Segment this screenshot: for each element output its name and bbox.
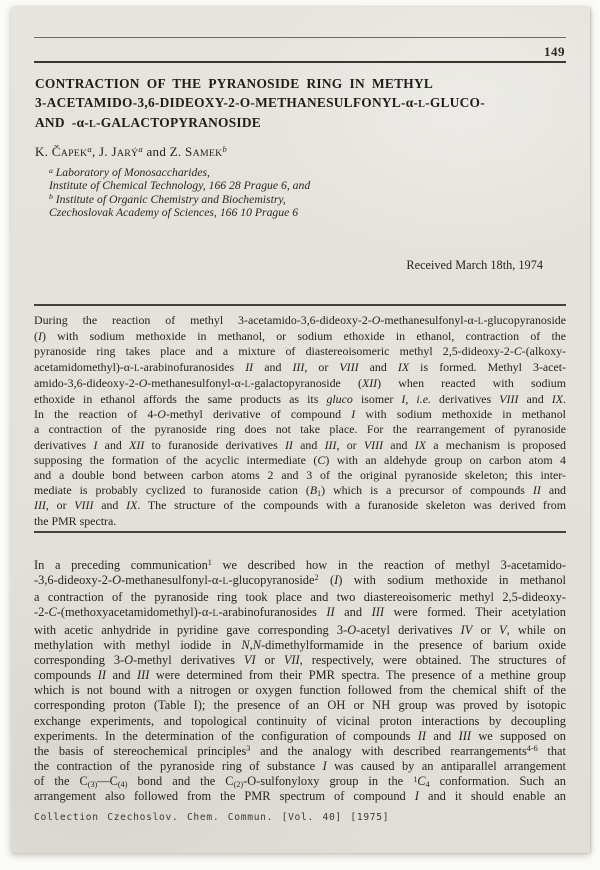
top-thin-rule xyxy=(34,37,566,38)
page-number: 149 xyxy=(544,44,565,59)
page-content xyxy=(34,7,566,853)
affiliation-block: $^a$ Laboratory of Monosaccharides, Institute of Chemical Technology, 166 28 Prague 6, and $^b$ Institute of Organic Chemistry and Biochemistry, Czechoslovak Academy of Sciences, 166 10 Prague 6 xyxy=(49,165,311,220)
paper-sheet xyxy=(11,7,590,853)
body-paragraph: In a preceding communication$^1$ we described how in the reaction of methyl 3-acetamido- -3,6-dideoxy-2-O-methanesulfonyl-α-L-glucopyranoside$^2$ (I) with sodium methoxide in methanol a contraction of the pyranoside ring took place and two diastereoisomeric methyl 2,5-dideoxy- -2-C-(methoxyacetamidomethyl)-α-L-arabinofuranosides II and III were formed. Their acetylation with acetic anhydride in pyridine gave corresponding 3-O-acetyl derivatives IV or V, while on methylation with methyl iodide in N,N-dimethylformamide in the presence of barium oxide corresponding 3-O-methyl derivatives VI or VII, respectively, were obtained. The structures of compounds II and III were determined from their PMR spectra. The presence of a methine group which is not bound with a nitrogen or oxygen function followed from the chemical shift of the corresponding proton (Table I); the presence of an OH or NH group was proved by isotopic exchange experiments, and topological continuity of vicinal proton interactions by decoupling experiments. In the determination of the configuration of compounds II and III we supposed on the basis of stereochemical principles$^3$ and the analogy with described rearrangements$^{4-6}$ that the contraction of the pyranoside ring of substance I was caused by an antiparallel arrangement of the $C_{(3)}—C_{(4)}$ bond and the $C_{(2)}-O$-sulfonyloxy group in the $^1C_4$ conformation. Such an arrangement also followed from the PMR spectrum of compound I and it should enable an xyxy=(34,558,566,804)
journal-footer-line: Collection Czechoslov. Chem. Commun. [Vol. 40] [1975] xyxy=(34,812,390,823)
abstract-text: During the reaction of methyl 3-acetamido-3,6-dideoxy-2-O-methanesulfonyl-α-L-glucopyranoside (I) with sodium methoxide in methanol, or sodium ethoxide in ethanol, contraction of the pyranoside ring takes place and a mixture of diastereoisomeric methyl 2,5-dideoxy-2-C-(alkoxy- acetamidomethyl)-α-L-arabinofuranosides II and III, or VIII and IX is formed. Methyl 3-acet- amido-3,6-dideoxy-2-O-methanesulfonyl-α-L-galactopyranoside (XII) when reacted with sodium ethoxide in ethanol affords the same products as its gluco isomer I, i.e. derivatives VIII and IX. In the reaction of 4-O-methyl derivative of compound I with sodium methoxide in methanol a contraction of the pyranoside ring does not take place. For the rearrangement of pyranoside derivatives I and XII to furanoside derivatives II and III, or VIII and IX a mechanism is proposed supposing the formation of the acyclic intermediate (C) with an aldehyde group on carbon atom 4 and a double bond between carbon atoms 2 and 3 of the original pyranoside skeleton; this inter- mediate is probably cyclized to furanoside cation $(B_1)$ which is a precursor of compounds II and III, or VIII and IX. The structure of the compounds with a furanoside skeleton was derived from the PMR spectra. xyxy=(34,313,567,528)
abstract-top-rule xyxy=(34,304,566,306)
received-date: Received March 18th, 1974 xyxy=(406,258,543,272)
authors-line: K. ČAPEK$^a$, J. JARÝ$^a$ and Z. SAMEK$^b$ xyxy=(35,144,228,159)
abstract-bottom-rule xyxy=(34,531,566,533)
top-thick-rule xyxy=(34,61,566,63)
article-title: CONTRACTION OF THE PYRANOSIDE RING IN METHYL 3-ACETAMIDO-3,6-DIDEOXY-2-O-METHANESULFONYL-α-L-GLUCO- AND -α-L-GALACTOPYRANOSIDE xyxy=(35,76,485,131)
